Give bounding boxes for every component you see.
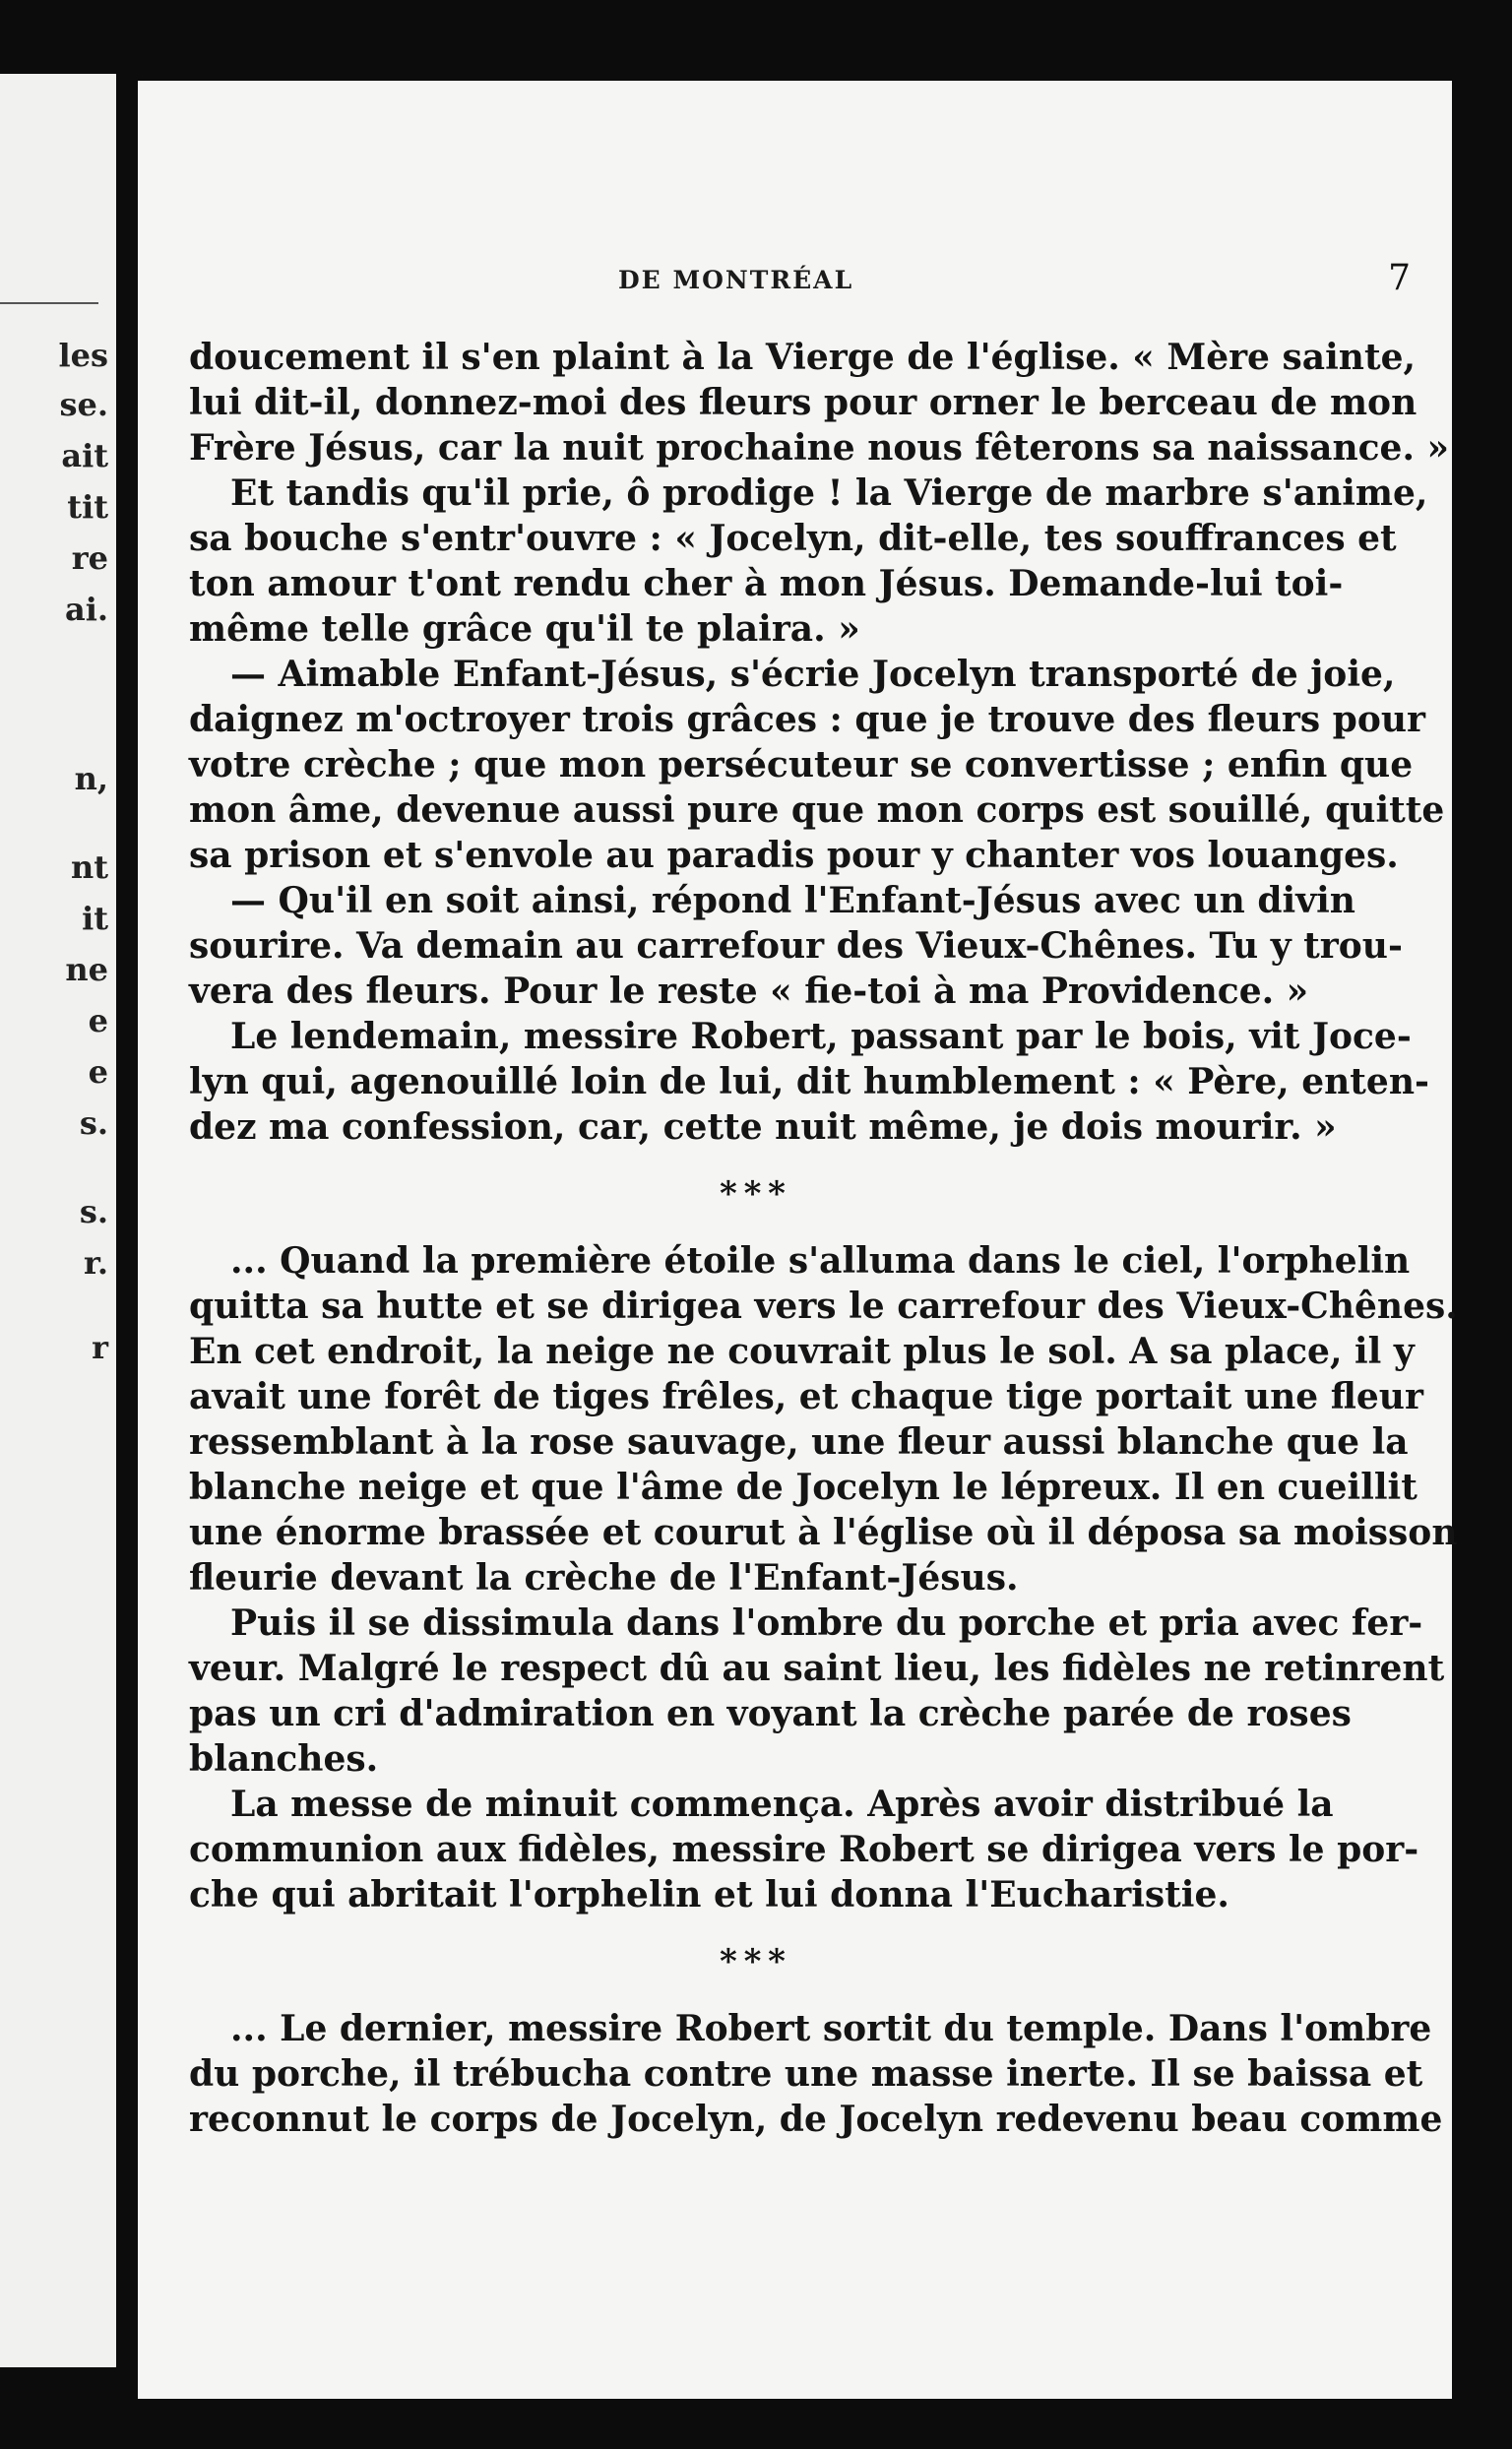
- left-fragment: s.: [79, 1193, 108, 1230]
- text-line: ... Quand la première étoile s'alluma dans le ciel, l'orphelin: [230, 1240, 1411, 1282]
- left-fragment: e: [88, 1053, 108, 1091]
- page-number: 7: [1388, 258, 1411, 298]
- text-line: doucement il s'en plaint à la Vierge de l'église. « Mère sainte,: [189, 337, 1417, 378]
- text-line: — Qu'il en soit ainsi, répond l'Enfant-Jésus avec un divin: [230, 880, 1355, 921]
- text-line: mon âme, devenue aussi pure que mon corps est souillé, quitte: [189, 789, 1445, 831]
- left-fragment: it: [82, 900, 108, 937]
- running-title: DE MONTRÉAL: [618, 266, 854, 294]
- section-break: * * *: [720, 1942, 786, 1981]
- text-line: avait une forêt de tiges frêles, et chaque tige portait une fleur: [189, 1376, 1423, 1417]
- body-text: [189, 335, 1458, 2142]
- section-break: * * *: [720, 1174, 786, 1214]
- left-fragment: nt: [70, 848, 108, 886]
- text-line: ressemblant à la rose sauvage, une fleur aussi blanche que la: [189, 1421, 1409, 1463]
- text-line: Frère Jésus, car la nuit prochaine nous fêterons sa naissance. »: [189, 427, 1450, 469]
- text-line: une énorme brassée et courut à l'église où il déposa sa moisson: [189, 1512, 1458, 1553]
- text-line: Le lendemain, messire Robert, passant par le bois, vit Joce-: [230, 1016, 1412, 1057]
- text-line: ton amour t'ont rendu cher à mon Jésus. Demande-lui toi-: [189, 563, 1344, 604]
- left-fragment: ait: [61, 437, 108, 474]
- text-line: veur. Malgré le respect dû au saint lieu, les fidèles ne retinrent: [189, 1648, 1445, 1689]
- text-line: fleurie devant la crèche de l'Enfant-Jésus.: [189, 1557, 1019, 1599]
- left-fragment: r: [92, 1329, 108, 1366]
- text-line: blanches.: [189, 1738, 379, 1780]
- text-line: communion aux fidèles, messire Robert se dirigea vers le por-: [189, 1829, 1419, 1870]
- text-line: lyn qui, agenouillé loin de lui, dit humblement : « Père, enten-: [189, 1061, 1429, 1102]
- text-line: quitta sa hutte et se dirigea vers le carrefour des Vieux-Chênes.: [189, 1286, 1458, 1327]
- text-line: La messe de minuit commença. Après avoir distribué la: [230, 1784, 1334, 1825]
- left-fragment: s.: [79, 1104, 108, 1142]
- text-line: che qui abritait l'orphelin et lui donna l'Eucharistie.: [189, 1874, 1229, 1915]
- book-page: [138, 81, 1458, 2399]
- left-fragment: ne: [65, 951, 108, 988]
- text-line: sourire. Va demain au carrefour des Vieux-Chênes. Tu y trou-: [189, 925, 1403, 967]
- text-line: En cet endroit, la neige ne couvrait plus le sol. A sa place, il y: [189, 1331, 1415, 1372]
- left-fragment: r.: [83, 1244, 108, 1282]
- page-header: [138, 258, 1452, 305]
- text-line: sa bouche s'entr'ouvre : « Jocelyn, dit-elle, tes souffrances et: [189, 518, 1397, 559]
- left-fragment: ai.: [64, 591, 108, 628]
- text-line: même telle grâce qu'il te plaira. »: [189, 608, 860, 650]
- text-line: blanche neige et que l'âme de Jocelyn le lépreux. Il en cueillit: [189, 1467, 1418, 1508]
- text-line: pas un cri d'admiration en voyant la crèche parée de roses: [189, 1693, 1352, 1734]
- text-line: votre crèche ; que mon persécuteur se convertisse ; enfin que: [189, 744, 1414, 785]
- text-line: du porche, il trébucha contre une masse inerte. Il se baissa et: [189, 2053, 1423, 2095]
- text-line: reconnut le corps de Jocelyn, de Jocelyn redevenu beau comme: [189, 2099, 1443, 2140]
- left-fragment: re: [71, 539, 108, 577]
- left-fragment: les: [58, 337, 108, 374]
- text-line: dez ma confession, car, cette nuit même, je dois mourir. »: [189, 1106, 1337, 1148]
- left-fragment: e: [88, 1002, 108, 1039]
- previous-page-rule: [0, 302, 98, 304]
- left-fragment: tit: [67, 488, 108, 526]
- text-line: lui dit-il, donnez-moi des fleurs pour orner le berceau de mon: [189, 382, 1418, 423]
- text-line: — Aimable Enfant-Jésus, s'écrie Jocelyn transporté de joie,: [230, 654, 1396, 695]
- text-line: Et tandis qu'il prie, ô prodige ! la Vierge de marbre s'anime,: [230, 472, 1428, 514]
- text-line: Puis il se dissimula dans l'ombre du porche et pria avec fer-: [230, 1602, 1423, 1644]
- text-line: ... Le dernier, messire Robert sortit du temple. Dans l'ombre: [230, 2008, 1432, 2049]
- text-line: sa prison et s'envole au paradis pour y chanter vos louanges.: [189, 835, 1399, 876]
- previous-page-edge: [0, 74, 116, 2367]
- text-line: daignez m'octroyer trois grâces : que je trouve des fleurs pour: [189, 699, 1425, 740]
- left-fragment: se.: [59, 386, 108, 423]
- left-fragment: n,: [74, 760, 108, 797]
- text-line: vera des fleurs. Pour le reste « fie-toi à ma Providence. »: [189, 971, 1309, 1012]
